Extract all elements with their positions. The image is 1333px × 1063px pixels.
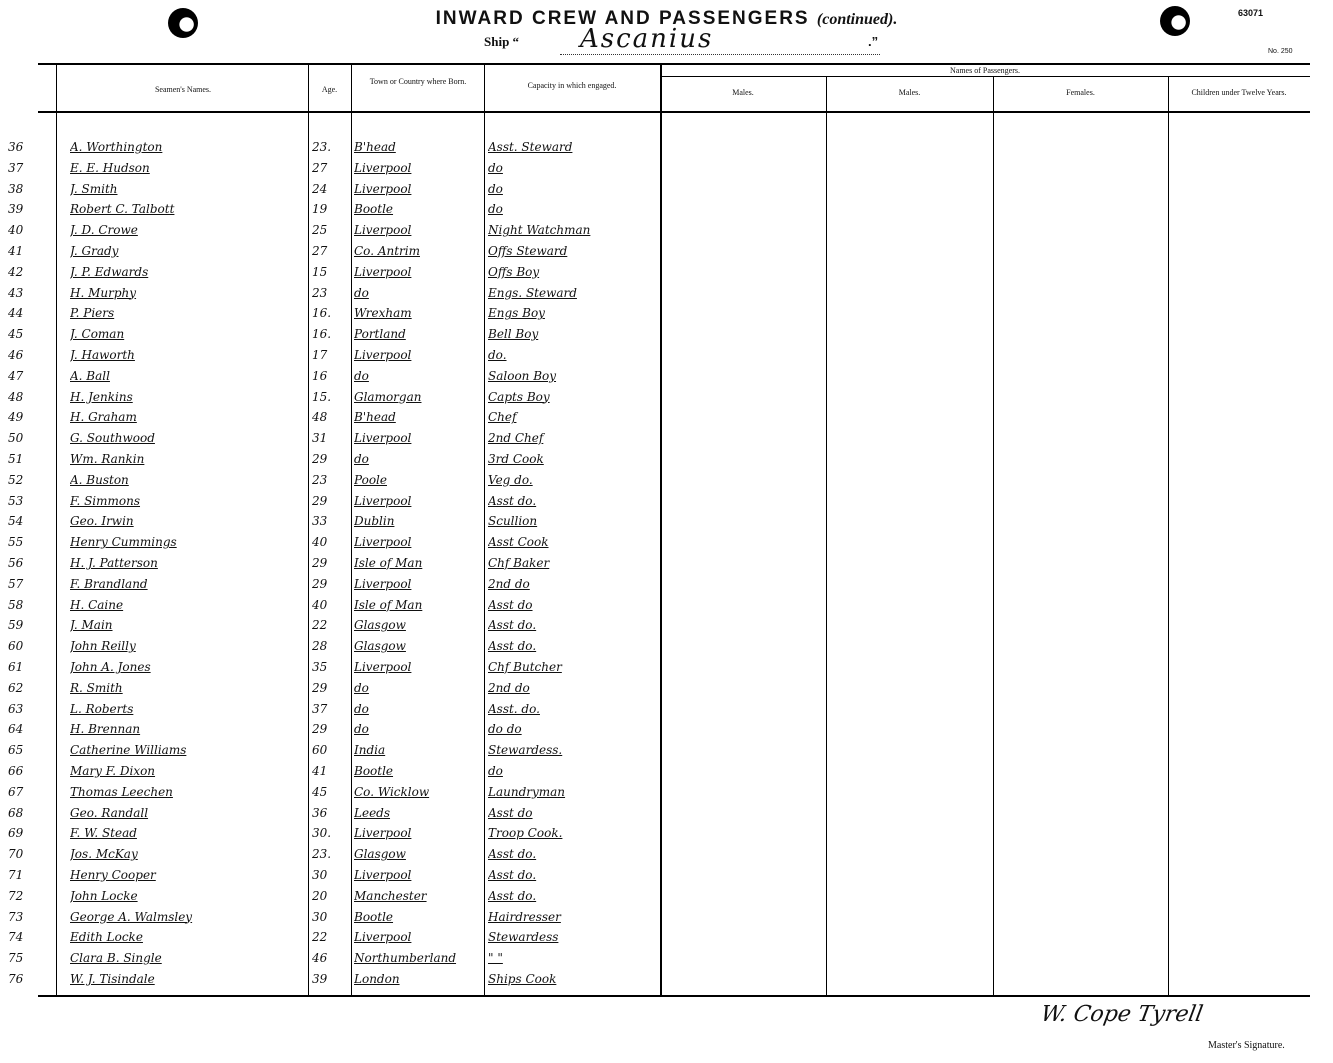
seaman-name: J. D. Crowe — [70, 223, 138, 238]
passenger-header-rule — [660, 76, 1310, 77]
seaman-age: 36 — [312, 805, 328, 820]
seaman-capacity: 2nd do — [488, 680, 530, 695]
seaman-name: J. Main — [70, 618, 113, 633]
seaman-capacity: Asst. Steward — [488, 140, 573, 154]
seaman-birthplace: Liverpool — [354, 431, 412, 446]
table-row — [0, 511, 1333, 532]
seaman-birthplace: Liverpool — [354, 930, 412, 945]
seaman-age: 29 — [312, 556, 328, 570]
seaman-birthplace: Bootle — [354, 909, 394, 924]
seaman-birthplace: B'head — [354, 410, 396, 425]
seaman-capacity: Asst do. — [488, 639, 537, 654]
row-number: 44 — [8, 306, 24, 321]
table-row — [0, 199, 1333, 220]
seaman-name: Catherine Williams — [70, 743, 187, 758]
row-number: 63 — [8, 701, 24, 716]
seaman-age: 16. — [312, 306, 332, 321]
header-males-2: Males. — [898, 88, 921, 97]
seaman-birthplace: do — [354, 285, 369, 300]
seaman-capacity: Bell Boy — [488, 327, 539, 342]
row-number: 72 — [8, 888, 24, 903]
seaman-age: 40 — [312, 535, 328, 550]
seaman-capacity: Asst do. — [488, 888, 537, 903]
seaman-birthplace: Liverpool — [354, 264, 412, 279]
seaman-age: 45 — [312, 784, 328, 799]
seaman-age: 25 — [312, 223, 328, 238]
row-number: 66 — [8, 764, 24, 778]
seaman-name: Clara B. Single — [70, 951, 162, 966]
seaman-capacity: Asst do — [488, 805, 533, 820]
table-row — [0, 449, 1333, 470]
seaman-capacity: Capts Boy — [488, 389, 550, 404]
seaman-name: J. Haworth — [70, 348, 135, 362]
seaman-name: W. J. Tisindale — [70, 972, 155, 986]
row-number: 58 — [8, 597, 24, 612]
seaman-birthplace: Isle of Man — [354, 556, 423, 570]
table-row — [0, 532, 1333, 553]
row-number: 40 — [8, 223, 24, 238]
seaman-name: Jos. McKay — [70, 847, 138, 862]
seaman-capacity: Asst do. — [488, 868, 537, 882]
seaman-age: 24 — [312, 181, 328, 196]
seaman-birthplace: Liverpool — [354, 160, 412, 175]
row-number: 36 — [8, 140, 24, 154]
seaman-name: A. Ball — [70, 368, 110, 383]
seaman-capacity: do — [488, 160, 503, 175]
row-number: 64 — [8, 722, 24, 737]
row-number: 39 — [8, 202, 24, 217]
seaman-capacity: Asst do. — [488, 847, 537, 862]
seaman-capacity: Scullion — [488, 514, 538, 529]
seaman-birthplace: Isle of Man — [354, 597, 423, 612]
table-row — [0, 969, 1333, 990]
seaman-birthplace: Portland — [354, 327, 406, 342]
seaman-name: Mary F. Dixon — [70, 764, 156, 778]
seaman-name: L. Roberts — [70, 701, 134, 716]
seaman-age: 15. — [312, 389, 332, 404]
table-row — [0, 283, 1333, 304]
ship-close-quote: .” — [868, 34, 879, 49]
seaman-name: H. Brennan — [70, 722, 141, 737]
header-passengers: Names of Passengers. — [950, 66, 1020, 75]
row-number: 41 — [8, 244, 24, 258]
row-number: 76 — [8, 972, 24, 986]
seaman-age: 39 — [312, 972, 328, 986]
seaman-age: 29 — [312, 576, 328, 591]
row-number: 56 — [8, 556, 24, 570]
seaman-capacity: Chef — [488, 410, 517, 425]
seaman-capacity: 2nd do — [488, 576, 530, 591]
header-females: Females. — [1066, 88, 1095, 97]
header-children: Children under Twelve Years. — [1191, 88, 1287, 97]
row-number: 48 — [8, 389, 24, 404]
row-number: 49 — [8, 410, 24, 425]
seaman-birthplace: Wrexham — [354, 306, 412, 321]
seaman-capacity: Stewardess. — [488, 743, 563, 758]
seaman-age: 19 — [312, 202, 328, 217]
table-row — [0, 865, 1333, 886]
seaman-age: 28 — [312, 639, 328, 654]
ship-name: Ascanius — [560, 24, 880, 55]
seaman-age: 46 — [312, 951, 328, 966]
seaman-name: F. W. Stead — [70, 826, 137, 841]
row-number: 65 — [8, 743, 24, 758]
header-rule — [38, 111, 1310, 113]
seaman-birthplace: do — [354, 680, 369, 695]
seaman-birthplace: Liverpool — [354, 223, 412, 238]
table-row — [0, 387, 1333, 408]
seaman-capacity: Laundryman — [488, 784, 566, 799]
row-number: 37 — [8, 160, 24, 175]
seaman-capacity: Ships Cook — [488, 972, 557, 986]
seaman-name: A. Buston — [70, 472, 129, 487]
seaman-name: R. Smith — [70, 680, 123, 695]
seaman-age: 22 — [312, 618, 328, 633]
seaman-age: 27 — [312, 160, 328, 175]
seaman-capacity: do do — [488, 722, 522, 737]
row-number: 67 — [8, 784, 24, 799]
seaman-age: 27 — [312, 244, 328, 258]
seaman-capacity: Asst. do. — [488, 701, 540, 716]
seaman-name: J. Coman — [70, 327, 125, 342]
row-number: 62 — [8, 680, 24, 695]
table-row — [0, 220, 1333, 241]
seaman-birthplace: Liverpool — [354, 826, 412, 841]
table-row — [0, 657, 1333, 678]
seaman-age: 16 — [312, 368, 328, 383]
table-row — [0, 678, 1333, 699]
seaman-name: H. Murphy — [70, 285, 137, 300]
seaman-name: John Reilly — [70, 639, 136, 654]
seaman-capacity: Chf Baker — [488, 556, 550, 570]
seaman-birthplace: Liverpool — [354, 535, 412, 550]
table-row — [0, 595, 1333, 616]
seaman-capacity: Chf Butcher — [488, 660, 562, 674]
table-row — [0, 491, 1333, 512]
seaman-age: 23. — [312, 847, 332, 862]
row-number: 70 — [8, 847, 24, 862]
seaman-capacity: Engs. Steward — [488, 285, 577, 300]
seaman-capacity: Veg do. — [488, 472, 533, 487]
seaman-capacity: Hairdresser — [488, 909, 561, 924]
seaman-capacity: Offs Boy — [488, 264, 540, 279]
seaman-birthplace: Manchester — [354, 888, 427, 903]
table-row — [0, 345, 1333, 366]
table-row — [0, 823, 1333, 844]
seaman-age: 23 — [312, 472, 328, 487]
table-row — [0, 407, 1333, 428]
row-number: 52 — [8, 472, 24, 487]
table-row — [0, 262, 1333, 283]
seaman-birthplace: Liverpool — [354, 348, 412, 362]
row-number: 59 — [8, 618, 24, 633]
header-males-1: Males. — [732, 88, 754, 97]
seaman-birthplace: Liverpool — [354, 576, 412, 591]
header-age: Age. — [321, 85, 338, 94]
table-row — [0, 615, 1333, 636]
header-seamens-names: Seamen's Names. — [154, 85, 212, 94]
seaman-birthplace: Dublin — [354, 514, 395, 529]
table-row — [0, 948, 1333, 969]
seaman-age: 20 — [312, 888, 328, 903]
seaman-birthplace: Co. Antrim — [354, 244, 420, 258]
ship-label: Ship “ — [484, 34, 520, 49]
row-number: 75 — [8, 951, 24, 966]
seaman-birthplace: do — [354, 452, 369, 466]
header-capacity: Capacity in which engaged. — [527, 81, 617, 90]
table-row — [0, 761, 1333, 782]
seaman-name: George A. Walmsley — [70, 909, 193, 924]
seaman-name: H. Caine — [70, 597, 124, 612]
seaman-name: P. Piers — [70, 306, 115, 321]
seaman-birthplace: Glamorgan — [354, 389, 422, 404]
seaman-birthplace: B'head — [354, 140, 396, 154]
header-town: Town or Country where Born. — [369, 77, 467, 86]
table-row — [0, 179, 1333, 200]
form-code: No. 250 — [1268, 48, 1293, 55]
seaman-birthplace: Liverpool — [354, 868, 412, 882]
seaman-name: E. E. Hudson — [70, 160, 150, 175]
row-number: 55 — [8, 535, 24, 550]
seaman-age: 16. — [312, 327, 332, 342]
seaman-name: Geo. Randall — [70, 805, 149, 820]
seaman-name: H. Jenkins — [70, 389, 133, 404]
table-row — [0, 886, 1333, 907]
seaman-name: John A. Jones — [70, 660, 151, 674]
seaman-birthplace: do — [354, 701, 369, 716]
seaman-age: 29 — [312, 493, 328, 508]
table-row — [0, 241, 1333, 262]
seaman-capacity: do — [488, 181, 503, 196]
seaman-age: 48 — [312, 410, 328, 425]
row-number: 53 — [8, 493, 24, 508]
seaman-birthplace: Northumberland — [354, 951, 457, 966]
seaman-age: 41 — [312, 764, 328, 778]
seaman-name: J. Grady — [70, 244, 119, 258]
seaman-capacity: do — [488, 764, 503, 778]
seaman-name: F. Brandland — [70, 576, 148, 591]
seaman-name: John Locke — [70, 888, 138, 903]
seaman-birthplace: Bootle — [354, 202, 394, 217]
seaman-birthplace: Glasgow — [354, 618, 406, 633]
table-row — [0, 719, 1333, 740]
seaman-age: 23. — [312, 140, 332, 154]
seaman-age: 35 — [312, 660, 328, 674]
seaman-name: G. Southwood — [70, 431, 155, 446]
seaman-age: 31 — [312, 431, 328, 446]
seaman-age: 23 — [312, 285, 328, 300]
seaman-age: 30 — [312, 909, 328, 924]
seaman-capacity: do — [488, 202, 503, 217]
row-number: 69 — [8, 826, 24, 841]
seaman-birthplace: Liverpool — [354, 493, 412, 508]
seaman-age: 60 — [312, 743, 328, 758]
row-number: 61 — [8, 660, 24, 674]
table-row — [0, 553, 1333, 574]
seaman-age: 33 — [312, 514, 328, 529]
table-row — [0, 740, 1333, 761]
table-row — [0, 927, 1333, 948]
seaman-birthplace: Glasgow — [354, 847, 406, 862]
seaman-age: 30. — [312, 826, 332, 841]
row-number: 68 — [8, 805, 24, 820]
seaman-age: 17 — [312, 348, 328, 362]
seaman-capacity: Engs Boy — [488, 306, 545, 321]
seaman-capacity: Asst do. — [488, 493, 537, 508]
row-number: 47 — [8, 368, 24, 383]
row-number: 46 — [8, 348, 24, 362]
seaman-birthplace: do — [354, 722, 369, 737]
seaman-birthplace: London — [354, 972, 400, 986]
table-row — [0, 158, 1333, 179]
row-number: 51 — [8, 452, 24, 466]
row-number: 57 — [8, 576, 24, 591]
seaman-birthplace: do — [354, 368, 369, 383]
seaman-name: Thomas Leechen — [70, 784, 173, 799]
table-row — [0, 844, 1333, 865]
seaman-age: 29 — [312, 452, 328, 466]
seaman-capacity: Stewardess — [488, 930, 559, 945]
seaman-capacity: do. — [488, 348, 507, 362]
seaman-name: F. Simmons — [70, 493, 141, 508]
seaman-name: Edith Locke — [70, 930, 143, 945]
seaman-capacity: 2nd Chef — [488, 431, 544, 446]
row-number: 74 — [8, 930, 24, 945]
row-number: 42 — [8, 264, 24, 279]
row-number: 45 — [8, 327, 24, 342]
seaman-name: J. Smith — [70, 181, 118, 196]
seaman-capacity: " " — [488, 951, 503, 966]
row-number: 60 — [8, 639, 24, 654]
seaman-capacity: Night Watchman — [488, 223, 591, 238]
table-row — [0, 574, 1333, 595]
seaman-birthplace: Liverpool — [354, 181, 412, 196]
seaman-age: 37 — [312, 701, 328, 716]
table-row — [0, 782, 1333, 803]
table-row — [0, 303, 1333, 324]
seaman-name: Robert C. Talbott — [70, 202, 175, 217]
seaman-name: H. J. Patterson — [70, 556, 158, 570]
row-number: 38 — [8, 181, 24, 196]
row-number: 71 — [8, 868, 24, 882]
seaman-birthplace: India — [354, 743, 386, 758]
table-row — [0, 137, 1333, 158]
seaman-capacity: 3rd Cook — [488, 452, 544, 466]
seaman-age: 29 — [312, 680, 328, 695]
table-row — [0, 699, 1333, 720]
form-number: 63071 — [1238, 8, 1264, 18]
seaman-birthplace: Bootle — [354, 764, 394, 778]
seaman-birthplace: Co. Wicklow — [354, 784, 430, 799]
seaman-capacity: Asst Cook — [488, 535, 549, 550]
seaman-age: 29 — [312, 722, 328, 737]
seaman-name: Geo. Irwin — [70, 514, 134, 529]
seaman-birthplace: Leeds — [354, 805, 391, 820]
seaman-name: Wm. Rankin — [70, 452, 145, 466]
seaman-birthplace: Poole — [354, 472, 387, 487]
seaman-capacity: Asst do. — [488, 618, 537, 633]
table-row — [0, 907, 1333, 928]
seaman-birthplace: Glasgow — [354, 639, 406, 654]
signature-label: Master's Signature. — [1208, 1040, 1285, 1051]
seaman-name: Henry Cooper — [70, 868, 156, 882]
seaman-capacity: Troop Cook. — [488, 826, 563, 841]
seaman-capacity: Saloon Boy — [488, 368, 557, 383]
seaman-age: 40 — [312, 597, 328, 612]
table-row — [0, 636, 1333, 657]
row-number: 43 — [8, 285, 24, 300]
seaman-age: 22 — [312, 930, 328, 945]
row-number: 50 — [8, 431, 24, 446]
seaman-age: 30 — [312, 868, 328, 882]
seaman-age: 15 — [312, 264, 328, 279]
table-row — [0, 470, 1333, 491]
seaman-birthplace: Liverpool — [354, 660, 412, 674]
seaman-capacity: Offs Steward — [488, 244, 568, 258]
table-row — [0, 803, 1333, 824]
row-number: 54 — [8, 514, 24, 529]
seaman-capacity: Asst do — [488, 597, 533, 612]
table-row — [0, 366, 1333, 387]
seaman-name: A. Worthington — [70, 140, 163, 154]
seaman-name: Henry Cummings — [70, 535, 177, 550]
seaman-name: J. P. Edwards — [70, 264, 149, 279]
table-row — [0, 324, 1333, 345]
page-title: INWARD CREW AND PASSENGERS (continued). — [435, 8, 898, 29]
seaman-name: H. Graham — [70, 410, 137, 425]
master-signature: W. Cope Tyrell — [1038, 1002, 1205, 1027]
row-number: 73 — [8, 909, 24, 924]
table-row — [0, 428, 1333, 449]
